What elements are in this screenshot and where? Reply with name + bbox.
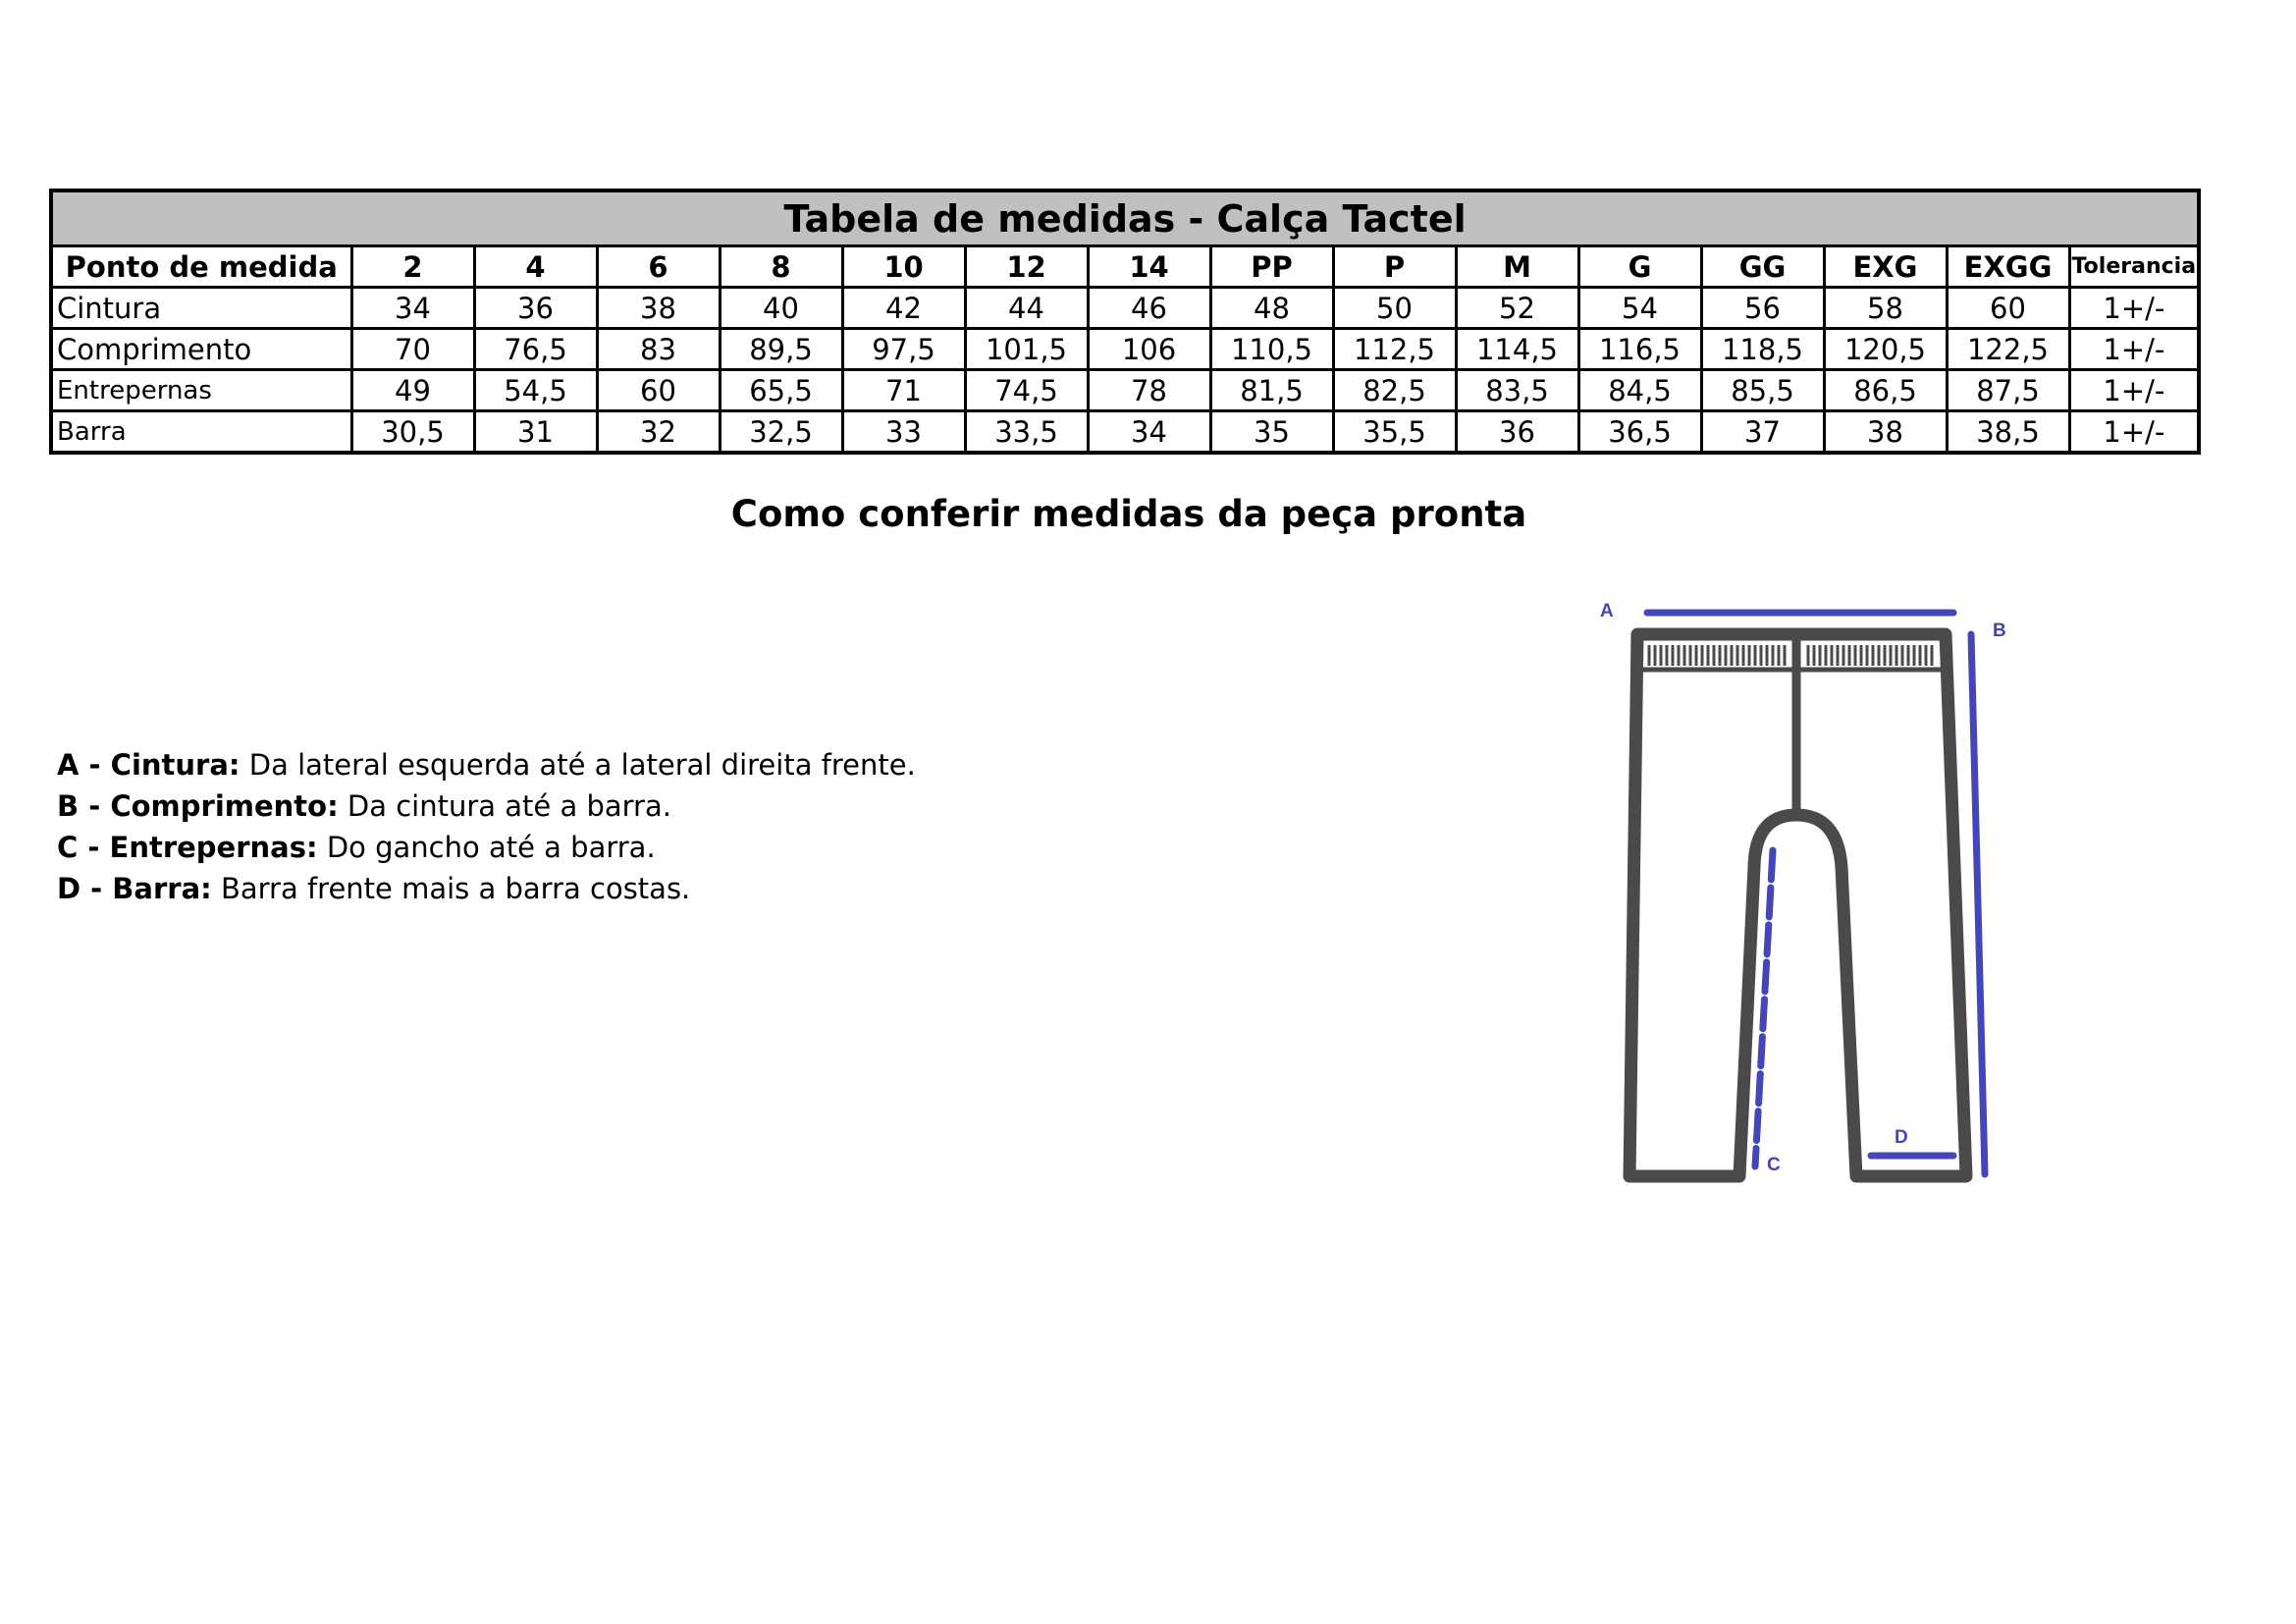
table-cell: 83,5 bbox=[1456, 370, 1578, 411]
table-cell: 116,5 bbox=[1578, 329, 1701, 370]
column-header: M bbox=[1456, 246, 1578, 288]
column-header: G bbox=[1578, 246, 1701, 288]
table-cell: 33 bbox=[842, 411, 965, 454]
table-cell: 85,5 bbox=[1701, 370, 1824, 411]
table-cell: 106 bbox=[1088, 329, 1210, 370]
table-cell: 54,5 bbox=[474, 370, 597, 411]
table-cell: 86,5 bbox=[1824, 370, 1947, 411]
table-cell: 33,5 bbox=[965, 411, 1088, 454]
table-cell: 36 bbox=[474, 288, 597, 329]
measure-label-c: C bbox=[1767, 1155, 1781, 1175]
table-cell: 34 bbox=[351, 288, 474, 329]
table-cell: 38 bbox=[1824, 411, 1947, 454]
table-cell: 70 bbox=[351, 329, 474, 370]
size-table bbox=[49, 189, 2201, 455]
table-cell: 97,5 bbox=[842, 329, 965, 370]
table-cell: 110,5 bbox=[1210, 329, 1333, 370]
table-cell: 101,5 bbox=[965, 329, 1088, 370]
row-label: Entrepernas bbox=[51, 370, 351, 411]
measure-line-b bbox=[1971, 634, 1985, 1174]
column-header: PP bbox=[1210, 246, 1333, 288]
table-cell: 40 bbox=[720, 288, 842, 329]
column-header-tolerance: Tolerancia bbox=[2069, 246, 2199, 288]
column-header: 14 bbox=[1088, 246, 1210, 288]
instruction-term: C - Entrepernas: bbox=[57, 831, 318, 864]
row-label: Comprimento bbox=[51, 329, 351, 370]
table-cell: 83 bbox=[597, 329, 720, 370]
table-cell: 58 bbox=[1824, 288, 1947, 329]
table-cell: 71 bbox=[842, 370, 965, 411]
table-row bbox=[51, 370, 2199, 411]
table-cell: 84,5 bbox=[1578, 370, 1701, 411]
table-cell: 118,5 bbox=[1701, 329, 1824, 370]
row-label: Cintura bbox=[51, 288, 351, 329]
table-cell: 1+/- bbox=[2069, 288, 2199, 329]
table-cell: 56 bbox=[1701, 288, 1824, 329]
table-cell: 54 bbox=[1578, 288, 1701, 329]
table-cell: 46 bbox=[1088, 288, 1210, 329]
column-header: P bbox=[1333, 246, 1456, 288]
table-cell: 89,5 bbox=[720, 329, 842, 370]
table-cell: 76,5 bbox=[474, 329, 597, 370]
table-cell: 44 bbox=[965, 288, 1088, 329]
table-cell: 42 bbox=[842, 288, 965, 329]
measure-lines bbox=[1647, 613, 1985, 1174]
table-cell: 32 bbox=[597, 411, 720, 454]
table-cell: 120,5 bbox=[1824, 329, 1947, 370]
instruction-text: Da lateral esquerda até a lateral direita frente. bbox=[240, 748, 916, 782]
table-row bbox=[51, 411, 2199, 454]
table-cell: 35 bbox=[1210, 411, 1333, 454]
row-label: Barra bbox=[51, 411, 351, 454]
column-header: EXGG bbox=[1947, 246, 2069, 288]
table-cell: 32,5 bbox=[720, 411, 842, 454]
table-cell: 81,5 bbox=[1210, 370, 1333, 411]
column-header: 10 bbox=[842, 246, 965, 288]
instruction-item bbox=[57, 868, 916, 909]
instruction-text: Barra frente mais a barra costas. bbox=[211, 872, 691, 905]
table-row bbox=[51, 288, 2199, 329]
table-cell: 38 bbox=[597, 288, 720, 329]
column-header: 2 bbox=[351, 246, 474, 288]
table-cell: 36 bbox=[1456, 411, 1578, 454]
instruction-text: Do gancho até a barra. bbox=[317, 831, 656, 864]
instruction-term: A - Cintura: bbox=[57, 748, 240, 782]
instruction-term: B - Comprimento: bbox=[57, 789, 339, 823]
pants-outline bbox=[1629, 634, 1966, 1176]
measure-label-b: B bbox=[1993, 621, 2006, 641]
measure-label-d: D bbox=[1895, 1127, 1908, 1148]
column-header: Ponto de medida bbox=[51, 246, 351, 288]
table-cell: 36,5 bbox=[1578, 411, 1701, 454]
table-cell: 49 bbox=[351, 370, 474, 411]
table-cell: 1+/- bbox=[2069, 411, 2199, 454]
instruction-text: Da cintura até a barra. bbox=[338, 789, 671, 823]
table-cell: 1+/- bbox=[2069, 329, 2199, 370]
table-body bbox=[51, 288, 2199, 454]
table-cell: 35,5 bbox=[1333, 411, 1456, 454]
table-cell: 114,5 bbox=[1456, 329, 1578, 370]
column-header: GG bbox=[1701, 246, 1824, 288]
column-header: EXG bbox=[1824, 246, 1947, 288]
table-cell: 60 bbox=[597, 370, 720, 411]
measure-label-a: A bbox=[1600, 601, 1614, 622]
table-cell: 48 bbox=[1210, 288, 1333, 329]
table-cell: 30,5 bbox=[351, 411, 474, 454]
section-title: Como conferir medidas da peça pronta bbox=[730, 493, 1527, 535]
instruction-item bbox=[57, 827, 916, 868]
table-cell: 82,5 bbox=[1333, 370, 1456, 411]
instructions-list bbox=[57, 744, 916, 909]
table-cell: 38,5 bbox=[1947, 411, 2069, 454]
table-header-row bbox=[51, 246, 2199, 288]
instruction-item bbox=[57, 785, 916, 827]
waistband-ribbing bbox=[1649, 645, 1932, 666]
column-header: 6 bbox=[597, 246, 720, 288]
table-row bbox=[51, 329, 2199, 370]
column-header: 8 bbox=[720, 246, 842, 288]
table-cell: 37 bbox=[1701, 411, 1824, 454]
table-cell: 31 bbox=[474, 411, 597, 454]
table-cell: 52 bbox=[1456, 288, 1578, 329]
instruction-item bbox=[57, 744, 916, 785]
table-cell: 78 bbox=[1088, 370, 1210, 411]
instruction-term: D - Barra: bbox=[57, 872, 212, 905]
column-header: 4 bbox=[474, 246, 597, 288]
table-cell: 112,5 bbox=[1333, 329, 1456, 370]
table-cell: 74,5 bbox=[965, 370, 1088, 411]
table-cell: 50 bbox=[1333, 288, 1456, 329]
table-title: Tabela de medidas - Calça Tactel bbox=[51, 190, 2199, 246]
table-cell: 122,5 bbox=[1947, 329, 2069, 370]
table-cell: 60 bbox=[1947, 288, 2069, 329]
table-cell: 1+/- bbox=[2069, 370, 2199, 411]
table-cell: 34 bbox=[1088, 411, 1210, 454]
pants-diagram bbox=[1571, 579, 2022, 1198]
table-cell: 65,5 bbox=[720, 370, 842, 411]
column-header: 12 bbox=[965, 246, 1088, 288]
table-cell: 87,5 bbox=[1947, 370, 2069, 411]
